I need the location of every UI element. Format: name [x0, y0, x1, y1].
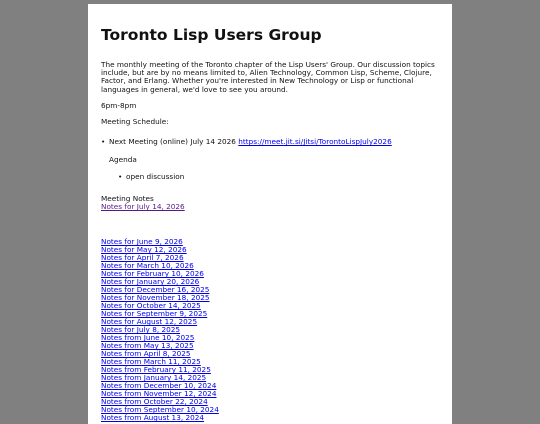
schedule-label: Meeting Schedule: [101, 117, 169, 127]
page-content [88, 4, 452, 424]
notes-link[interactable]: Notes from October 22, 2024 [101, 397, 208, 407]
next-meeting-text: Next Meeting (online) July 14 2026 [109, 137, 236, 147]
intro-paragraph: The monthly meeting of the Toronto chapter of the Lisp Users' Group. Our discussion topics include, but are by no means limited to, Alien Technology, Common Lisp, Scheme, Clojure, Factor, and Erlang. Whether you're interested in New Technology or Lisp or functional languages in general, we'd love to see you around. [101, 60, 435, 94]
notes-link[interactable]: Notes from March 11, 2025 [101, 357, 201, 367]
bullet-icon: • [101, 137, 106, 147]
notes-link[interactable]: Notes for February 10, 2026 [101, 269, 204, 279]
notes-link[interactable]: Notes from June 10, 2025 [101, 333, 195, 343]
notes-link[interactable]: Notes for June 9, 2026 [101, 237, 183, 247]
notes-link[interactable]: Notes for July 8, 2025 [101, 325, 181, 335]
notes-archive-list [101, 238, 439, 422]
notes-link[interactable]: Notes from February 11, 2025 [101, 365, 211, 375]
meeting-notes-label: Meeting Notes [101, 193, 154, 203]
notes-link[interactable]: Notes for January 20, 2026 [101, 277, 200, 287]
notes-link[interactable]: Notes for August 12, 2025 [101, 317, 198, 327]
notes-link[interactable]: Notes for November 18, 2025 [101, 293, 210, 303]
next-meeting-item [101, 138, 439, 181]
bullet-icon: • [118, 171, 123, 181]
agenda-label: Agenda [109, 155, 137, 165]
meeting-time: 6pm-8pm [101, 100, 137, 110]
notes-link[interactable]: Notes from April 8, 2025 [101, 349, 191, 359]
notes-link[interactable]: Notes from December 10, 2024 [101, 381, 217, 391]
notes-link[interactable]: Notes for December 16, 2025 [101, 285, 210, 295]
notes-link[interactable]: Notes from May 13, 2025 [101, 341, 194, 351]
notes-link[interactable]: Notes for April 7, 2026 [101, 253, 184, 263]
agenda-item-text: open discussion [126, 171, 185, 181]
agenda-item [118, 173, 439, 181]
next-meeting-link[interactable]: https://meet.jit.si/Jitsi/TorontoLispJuly2026 [238, 137, 392, 147]
notes-link[interactable]: Notes from August 13, 2024 [101, 413, 205, 423]
notes-link[interactable]: Notes for May 12, 2026 [101, 245, 187, 255]
notes-link[interactable]: Notes for September 9, 2025 [101, 309, 208, 319]
notes-link[interactable]: Notes from September 10, 2024 [101, 405, 219, 415]
notes-link[interactable]: Notes from January 14, 2025 [101, 373, 207, 383]
notes-link[interactable]: Notes for October 14, 2025 [101, 301, 201, 311]
agenda-list [118, 173, 439, 181]
next-meeting-list [101, 138, 439, 181]
page-title: Toronto Lisp Users Group [101, 26, 322, 44]
current-notes-link[interactable]: Notes for July 14, 2026 [101, 202, 185, 212]
notes-link[interactable]: Notes from November 12, 2024 [101, 389, 217, 399]
notes-list-item [101, 414, 439, 422]
notes-link[interactable]: Notes for March 10, 2026 [101, 261, 194, 271]
